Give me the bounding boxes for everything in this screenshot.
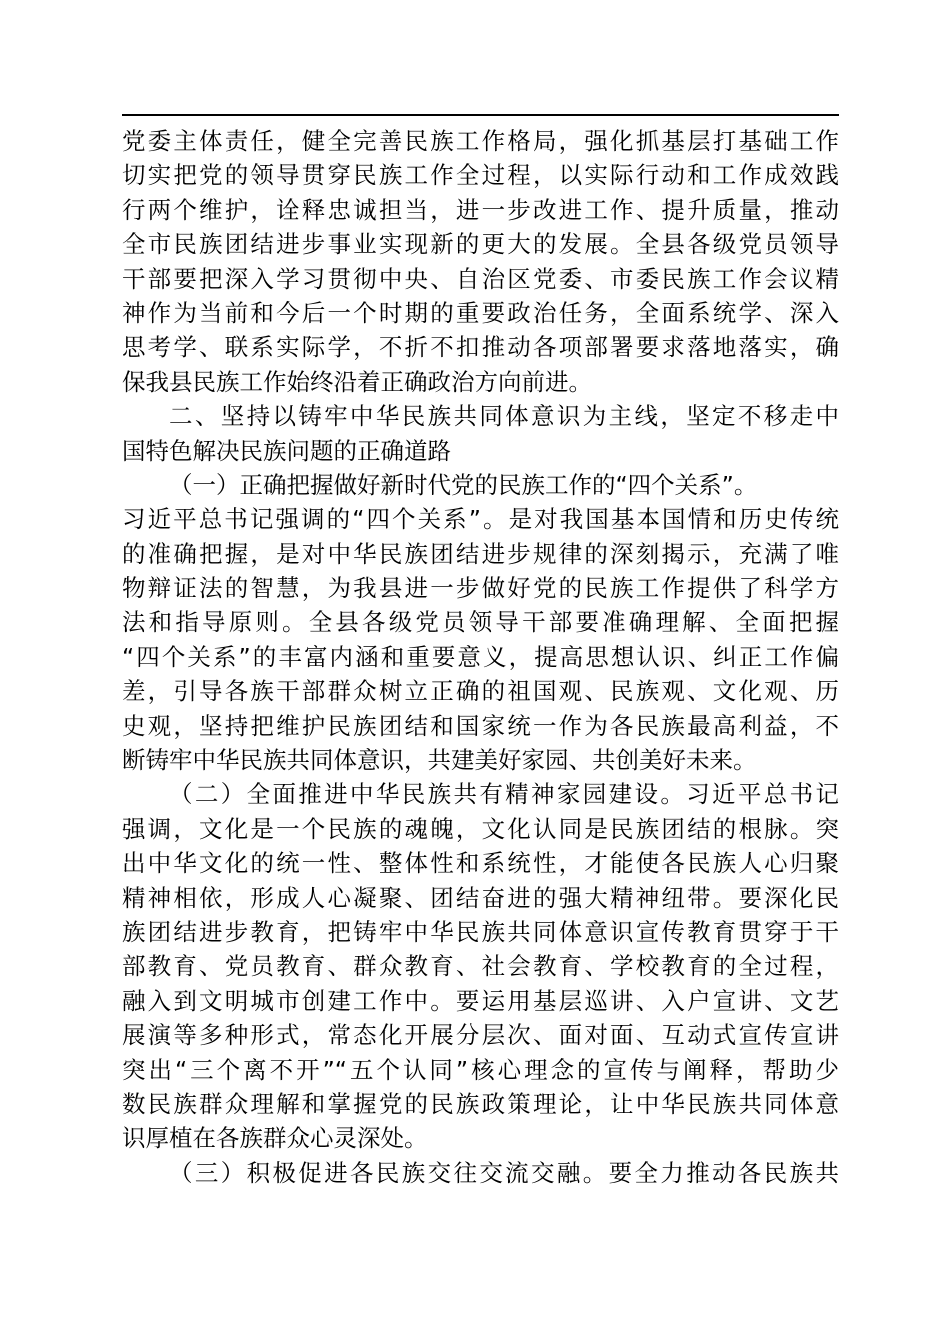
text-line: 思考学、联系实际学，不折不扣推动各项部署要求落地落实，确	[122, 333, 839, 362]
text-line: 融入到文明城市创建工作中。要运用基层巡讲、入户宣讲、文艺	[122, 986, 839, 1015]
subheading-line: （三）积极促进各民族交往交流交融。要全力推动各民族共	[169, 1158, 839, 1187]
text-line: 精神相依，形成人心凝聚、团结奋进的强大精神纽带。要深化民	[122, 883, 839, 912]
text-line: 法和指导原则。全县各级党员领导干部要准确理解、全面把握	[122, 608, 839, 637]
text-line: 干部要把深入学习贯彻中央、自治区党委、市委民族工作会议精	[122, 264, 839, 293]
text-line: 突出“三个离不开”“五个认同”核心理念的宣传与阐释，帮助少	[122, 1055, 839, 1084]
text-line: 差，引导各族干部群众树立正确的祖国观、民族观、文化观、历	[122, 677, 839, 706]
text-line: 切实把党的领导贯穿民族工作全过程，以实际行动和工作成效践	[122, 161, 839, 190]
text-line: 的准确把握，是对中华民族团结进步规律的深刻揭示，充满了唯	[122, 539, 839, 568]
subheading-line: （二）全面推进中华民族共有精神家园建设。习近平总书记	[169, 780, 839, 809]
section-heading-line: 国特色解决民族问题的正确道路	[122, 436, 451, 465]
text-line: 习近平总书记强调的“四个关系”。是对我国基本国情和历史传统	[122, 505, 839, 534]
text-line: 部教育、党员教育、群众教育、社会教育、学校教育的全过程，	[122, 952, 839, 981]
text-line: 物辩证法的智慧，为我县进一步做好党的民族工作提供了科学方	[122, 574, 839, 603]
text-line: 数民族群众理解和掌握党的民族政策理论，让中华民族共同体意	[122, 1089, 839, 1118]
section-heading-line: 二、坚持以铸牢中华民族共同体意识为主线，坚定不移走中	[169, 402, 839, 431]
text-line: 神作为当前和今后一个时期的重要政治任务，全面系统学、深入	[122, 298, 839, 327]
subheading-line: （一）正确把握做好新时代党的民族工作的“四个关系”。	[169, 470, 758, 499]
text-line: 识厚植在各族群众心灵深处。	[122, 1124, 428, 1153]
text-line: 族团结进步教育，把铸牢中华民族共同体意识宣传教育贯穿于干	[122, 917, 839, 946]
text-line: 史观，坚持把维护民族团结和国家统一作为各民族最高利益，不	[122, 711, 839, 740]
text-line: 党委主体责任，健全完善民族工作格局，强化抓基层打基础工作	[122, 127, 839, 155]
text-line: “四个关系”的丰富内涵和重要意义，提高思想认识、纠正工作偏	[122, 642, 839, 671]
text-line: 全市民族团结进步事业实现新的更大的发展。全县各级党员领导	[122, 230, 839, 259]
text-line: 展演等多种形式，常态化开展分层次、面对面、互动式宣传宣讲	[122, 1021, 839, 1050]
text-line: 强调，文化是一个民族的魂魄，文化认同是民族团结的根脉。突	[122, 814, 839, 843]
text-line: 保我县民族工作始终沿着正确政治方向前进。	[122, 367, 592, 396]
header-rule	[122, 114, 839, 116]
document-body	[122, 124, 839, 1190]
text-line: 断铸牢中华民族共同体意识，共建美好家园、共创美好未来。	[122, 746, 757, 775]
text-line: 出中华文化的统一性、整体性和系统性，才能使各民族人心归聚	[122, 849, 839, 878]
text-line: 行两个维护，诠释忠诚担当，进一步改进工作、提升质量，推动	[122, 195, 839, 224]
